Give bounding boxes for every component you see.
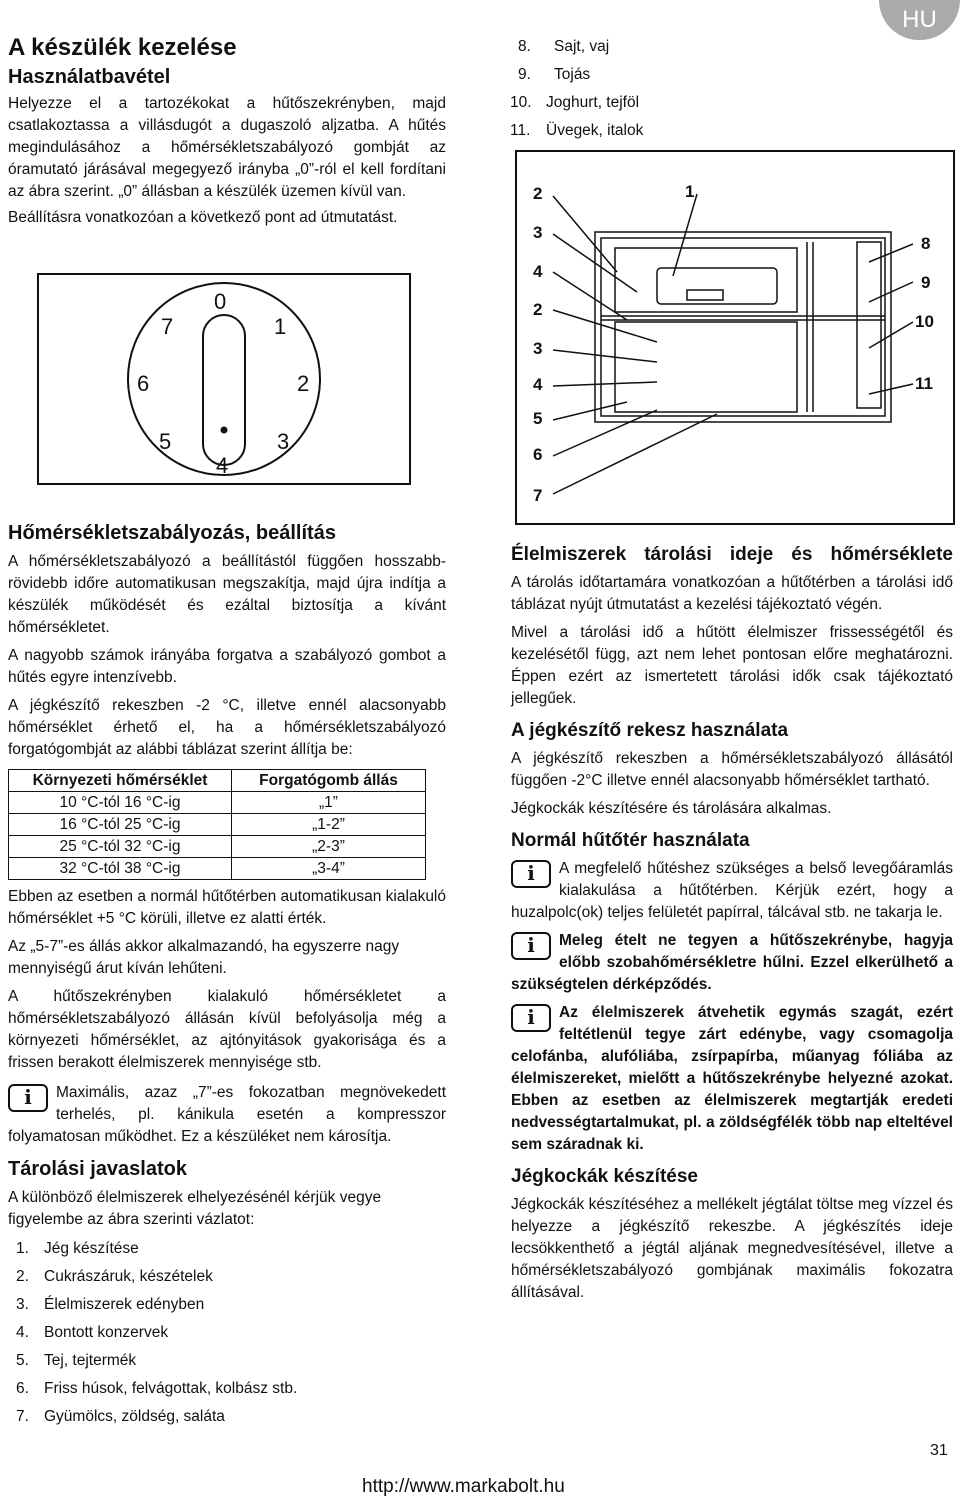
paragraph: A különböző élelmiszerek elhelyezésénél kérjük vegye figyelembe az ábra szerinti vázlatot:: [8, 1189, 382, 1228]
section-heading-normal-hutoter: Normál hűtőtér használata: [511, 830, 750, 851]
paragraph: A hőmérsékletszabályozó a beállítástól függően hosszabb-rövidebb időre automatikusan megszakítja, majd újra indítja a készülék működését és ezáltal biztosítja a kívánt hőmérsékletet.: [8, 553, 446, 636]
dial-number: 1: [274, 314, 287, 339]
table-header: Forgatógomb állás: [232, 770, 426, 792]
fridge-label: 4: [533, 262, 543, 281]
list-item: 8. Sajt, vaj: [518, 38, 610, 55]
table-cell: „1”: [232, 792, 426, 814]
paragraph: Jégkockák készítésére és tárolására alkalmas.: [511, 800, 832, 817]
fridge-label: 9: [921, 273, 931, 292]
table-cell: 25 °C-tól 32 °C-ig: [9, 836, 232, 858]
info-note: [511, 930, 953, 996]
left-column-lower: [8, 522, 446, 1431]
fridge-icon: [517, 152, 953, 523]
dial-number: 5: [159, 429, 172, 454]
info-note: [511, 858, 953, 924]
paragraph: Az „5-7”-es állás akkor alkalmazandó, ha egyszerre nagy mennyiségű árut kíván lehűteni.: [8, 938, 400, 977]
info-icon: i: [511, 860, 551, 888]
paragraph: A megfelelő hűtéshez szükséges a belső levegőáramlás kialakulása a hűtőtérben. Kérjük ezért, hogy a huzalpolc(ok) teljes felületét papírral, tálcával stb. ne takarja le.: [511, 860, 953, 921]
table-row: [9, 792, 426, 814]
footer-link[interactable]: http://www.markabolt.hu: [362, 1476, 565, 1497]
info-note: [511, 1002, 953, 1156]
storage-list-continued: [510, 33, 810, 145]
list-item: 2. Cukrászáruk, készételek: [16, 1268, 213, 1285]
table-row: [9, 814, 426, 836]
fridge-label: 3: [533, 339, 543, 358]
paragraph: Az élelmiszerek átvehetik egymás szagát, ezért feltétlenül tegye zárt edénybe, vagy csomagolja celofánba, alufóliába, zsírpapírba, műanyag fóliába az élelmiszereket, mielőtt a hűtőszekrénybe helyezné azokat. Ebben az esetben az élelmiszerek megtartják eredeti nedvességtartalmukat, pl. a zöldségfélék több nap elteltével sem száradnak ki.: [511, 1004, 953, 1153]
fridge-label: 6: [533, 445, 543, 464]
paragraph: Meleg ételt ne tegyen a hűtőszekrénybe, hagyja előbb szobahőmérsékletre hűlni. Ezzel elkerülhető a szükségtelen dérképződés.: [511, 932, 953, 993]
paragraph: A jégkészítő rekeszben -2 °C, illetve ennél alacsonyabb hőmérséklet érhető el, ha a hőmérsékletszabályozó forgatógombját az alábbi táblázat szerint állítja be:: [8, 697, 446, 758]
section-heading-tarolasi: Tárolási javaslatok: [8, 1158, 187, 1180]
dial-number: 2: [297, 371, 310, 396]
fridge-label: 1: [685, 182, 695, 201]
paragraph: Maximális, azaz „7”-es fokozatban megnövekedett terhelés, pl. kánikula esetén a kompresszor folyamatosan működhet. Ez a készüléket nem károsítja.: [8, 1084, 446, 1145]
paragraph: A hűtőszekrényben kialakuló hőmérsékletet a hőmérsékletszabályozó állásán kívül befolyásolja még a környezeti hőmérséklet, az ajtónyitások gyakorisága és a frissen berakott élelmiszerek mennyisége stb.: [8, 988, 446, 1071]
fridge-label: 2: [533, 300, 543, 319]
left-column: [8, 34, 446, 229]
fridge-label: 7: [533, 486, 543, 505]
paragraph: Mivel a tárolási idő a hűtött élelmiszer frissességétől és kezelésétől függ, azt nem lehet pontosan előre meghatározni. Éppen ezért az ismertetett tárolási idők csak tájékoztató jellegűek.: [511, 624, 953, 707]
table-row: [9, 858, 426, 880]
page-title: A készülék kezelése: [8, 34, 237, 61]
list-item: 5. Tej, tejtermék: [16, 1352, 137, 1369]
paragraph: Helyezze el a tartozékokat a hűtőszekrényben, majd csatlakoztassa a villásdugót a dugaszoló aljzatba. A hűtés megindulásához a hőmérsékletszabályozó gombját az óramutató járásával megegyező irányba „0”-ról el kell fordítani az ábra szerint. „0” állásban a készülék üzemen kívül van.: [8, 95, 446, 200]
fridge-label: 8: [921, 234, 931, 253]
storage-list: [8, 1235, 446, 1431]
fridge-label: 3: [533, 223, 543, 242]
table-row: [9, 836, 426, 858]
paragraph: Beállításra vonatkozóan a következő pont ad útmutatást.: [8, 209, 398, 226]
section-heading-homerseklet: Hőmérsékletszabályozás, beállítás: [8, 522, 336, 544]
table-cell: „2-3”: [232, 836, 426, 858]
language-badge: HU: [879, 0, 960, 40]
paragraph: A tárolás időtartamára vonatkozóan a hűtőtérben a tárolási idő táblázat nyújt útmutatást a kezelési tájékoztató végén.: [511, 574, 953, 613]
page-number: 31: [930, 1442, 948, 1459]
list-item: 6. Friss húsok, felvágottak, kolbász stb.: [16, 1380, 298, 1397]
paragraph: Ebben az esetben a normál hűtőtérben automatikusan kialakuló hőmérséklet +5 °C körüli, illetve ez alatti érték.: [8, 888, 446, 927]
info-icon: i: [511, 932, 551, 960]
fridge-label: 10: [915, 312, 934, 331]
paragraph: A nagyobb számok irányába forgatva a szabályozó gombot a hűtés egyre intenzívebb.: [8, 647, 446, 686]
fridge-diagram: [515, 150, 955, 525]
list-item: 4. Bontott konzervek: [16, 1324, 169, 1341]
dial-number: 6: [137, 371, 150, 396]
paragraph: Jégkockák készítéséhez a mellékelt jégtálat töltse meg vízzel és helyezze a jégkészítő rekeszbe. A jégkészítés ideje lecsökkenthető a jégtál aljának megnedvesítésével, illetve a hőmérsékletszabályozó gombjának maximális fokozatra állításával.: [511, 1196, 953, 1301]
table-cell: 10 °C-tól 16 °C-ig: [9, 792, 232, 814]
table-header: Környezeti hőmérséklet: [9, 770, 232, 792]
table-cell: 16 °C-tól 25 °C-ig: [9, 814, 232, 836]
table-cell: 32 °C-tól 38 °C-ig: [9, 858, 232, 880]
list-item: 1. Jég készítése: [16, 1240, 139, 1257]
section-heading-elelmiszerek: Élelmiszerek tárolási ideje és hőmérséklete: [511, 544, 953, 565]
table-cell: „3-4”: [232, 858, 426, 880]
table-header-row: [9, 770, 426, 792]
fridge-label: 5: [533, 409, 543, 428]
table-cell: „1-2”: [232, 814, 426, 836]
dial-number: 3: [277, 429, 290, 454]
list-item: 7. Gyümölcs, zöldség, saláta: [16, 1408, 225, 1425]
section-heading-hasznalatbavetel: Használatbavétel: [8, 66, 171, 88]
list-item: 3. Élelmiszerek edényben: [16, 1296, 205, 1313]
temperature-table: [8, 769, 426, 880]
right-column: [511, 544, 953, 1304]
dial-number: 0: [214, 289, 227, 314]
section-heading-jegkockak: Jégkockák készítése: [511, 1166, 698, 1187]
dial-number: 4: [216, 453, 229, 478]
paragraph: A jégkészítő rekeszben a hőmérsékletszabályozó állásától függően -2°C illetve ennél alacsonyabb hőmérséklet tartható.: [511, 750, 953, 789]
list-item: 9. Tojás: [518, 66, 591, 83]
section-heading-jegkeszito: A jégkészítő rekesz használata: [511, 720, 789, 741]
fridge-label: 11: [915, 374, 933, 393]
info-icon: i: [8, 1084, 48, 1112]
fridge-label: 4: [533, 375, 543, 394]
list-item: 11. Üvegek, italok: [510, 122, 644, 139]
thermostat-dial-figure: [37, 273, 411, 485]
info-note: [8, 1082, 446, 1148]
dial-number: 7: [161, 314, 174, 339]
list-item: 10. Joghurt, tejföl: [510, 94, 640, 111]
info-icon: i: [511, 1004, 551, 1032]
fridge-label: 2: [533, 184, 543, 203]
